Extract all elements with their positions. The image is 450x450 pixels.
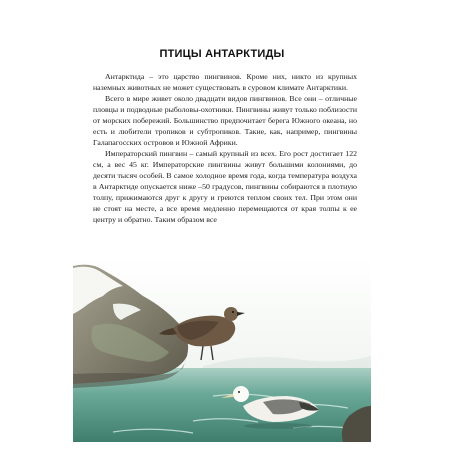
albatross-eye: [238, 391, 240, 393]
seabirds-illustration: [73, 256, 371, 442]
paragraph-2: Всего в мире живет около двадцати видов пингвинов. Все они – отличные пловцы и подводные рыболовы-охотники. Пингвины живут только поблизости от морских побережий. Большинство предпочитает берега Южного океана, но есть и любители тропиков и субтропиков. Такие, как, например, пингвины Галапагосских островов и Южной Африки.: [93, 94, 357, 147]
skua-eye: [232, 311, 234, 313]
page-title: ПТИЦЫ АНТАРКТИДЫ: [159, 48, 285, 60]
paragraph-3: Императорский пингвин – самый крупный из всех. Его рост достигает 122 см, а вес 45 кг. Императорские пингвины живут большими колониями, до десяти тысяч особей. В самое холодное время года, когда температура воздуха в Антарктиде опускается ниже –50 градусов, пингвины собираются в плотную толпу, прижимаются друг к другу и греются теплом своих тел. При этом они не стоят на месте, а все время медленно перемещаются от края толпы к ее центру и обратно. Таким образом все: [93, 149, 357, 224]
book-page: [73, 8, 371, 442]
page-text: [93, 71, 357, 225]
albatross-head: [233, 386, 249, 402]
skua-head: [224, 307, 238, 321]
albatross-reflection: [244, 423, 312, 429]
paragraph-1: Антарктида – это царство пингвинов. Кроме них, никто из крупных наземных животных не может существовать в суровом климате Антарктики.: [93, 72, 357, 92]
